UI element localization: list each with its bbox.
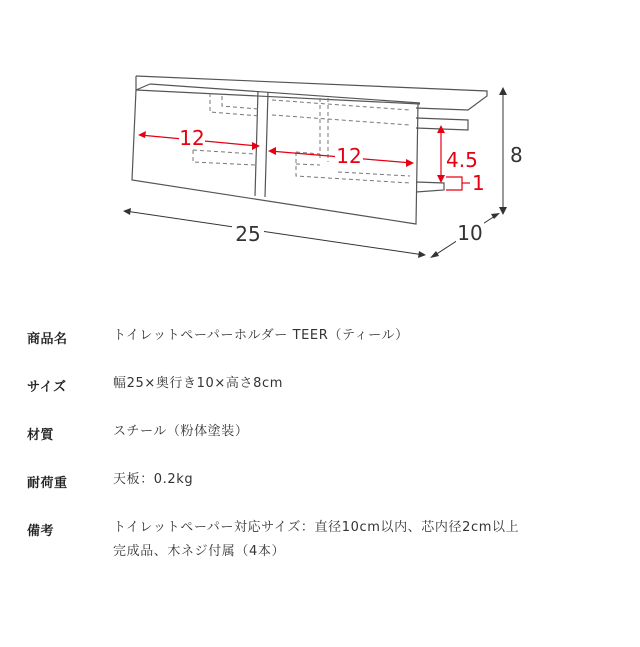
spec-value (113, 516, 519, 564)
height-label: 8 (510, 143, 523, 167)
bar-thickness-label: 1 (472, 171, 485, 195)
spec-value-line: 完成品、木ネジ付属（4本） (113, 544, 286, 559)
depth-label: 10 (457, 221, 483, 245)
spec-value-line: 天板：0.2kg (113, 472, 194, 487)
spec-value-line: スチール（粉体塗装） (113, 424, 249, 439)
spec-value (113, 468, 193, 492)
spec-label: サイズ (27, 380, 67, 395)
spec-value (113, 420, 248, 444)
spec-label: 材質 (27, 428, 55, 443)
spec-value-line: トイレットペーパーホルダー TEER（ティール） (113, 328, 409, 343)
spec-value (113, 324, 409, 348)
spec-value-line: トイレットペーパー対応サイズ：直径10cm以内、芯内径2cm以上 (113, 520, 520, 535)
spec-label: 商品名 (27, 332, 68, 347)
left-width-label: 12 (179, 126, 205, 150)
spec-label: 耐荷重 (27, 476, 68, 491)
right-width-label: 12 (336, 144, 362, 168)
spec-value (113, 372, 283, 396)
spec-value-line: 幅25×奥行き10×高さ8cm (113, 376, 283, 391)
bar-height-label: 4.5 (446, 148, 478, 172)
total-width-label: 25 (235, 222, 261, 246)
spec-label: 備考 (27, 524, 55, 539)
